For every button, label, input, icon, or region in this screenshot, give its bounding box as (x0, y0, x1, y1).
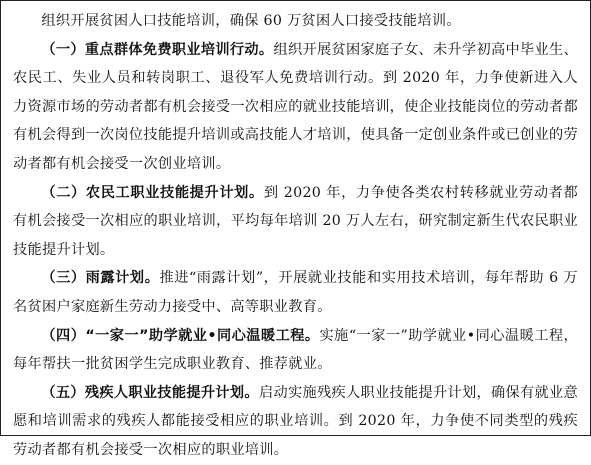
section-2-paragraph (13, 179, 578, 265)
section-3-heading: （三）雨露计划。 (41, 270, 160, 287)
intro-paragraph (13, 7, 578, 36)
section-4-paragraph (13, 322, 578, 379)
section-1-paragraph (13, 36, 578, 179)
section-1-body: 组织开展贫困家庭子女、未升学初高中毕业生、农民工、失业人员和转岗职工、退役军人免费培训行动。到 2020 年，力争使新进入人力资源市场的劳动者都有机会接受一次相应的就业技能培训，使企业技能岗位的劳动者都有机会得到一次岗位技能提升培训或高技能人才培训，使具备一定创业条件或已创业的劳动者都有机会接受一次创业培训。 (13, 41, 579, 172)
intro-text: 组织开展贫困人口技能培训，确保 60 万贫困人口接受技能培训。 (41, 13, 461, 29)
section-5-body: 启动实施残疾人职业技能提升计划，确保有就业意愿和培训需求的残疾人都能接受相应的职业培训。到 2020 年，力争使不同类型的残疾劳动者都有机会接受一次相应的职业培训。 (13, 384, 578, 458)
section-5-paragraph (13, 379, 578, 465)
section-5-heading: （五）残疾人职业技能提升计划。 (41, 384, 259, 401)
section-2-body: 到 2020 年，力争使各类农村转移就业劳动者都有机会接受一次相应的职业培训，平均每年培训 20 万人左右，研究制定新生代农民职业技能提升计划。 (13, 184, 578, 258)
section-4-heading: （四）“一家一”助学就业•同心温暖工程。 (41, 327, 320, 344)
section-3-body: 推进“雨露计划”，开展就业技能和实用技术培训，每年帮助 6 万名贫困户家庭新生劳动力接受中、高等职业教育。 (13, 270, 578, 315)
section-3-paragraph (13, 264, 578, 321)
section-1-heading: （一）重点群体免费职业培训行动。 (41, 41, 274, 58)
section-4-body: 实施“一家一”助学就业•同心温暖工程，每年帮扶一批贫困学生完成职业教育、推荐就业。 (13, 327, 579, 373)
section-2-heading: （二）农民工职业技能提升计划。 (41, 184, 264, 201)
